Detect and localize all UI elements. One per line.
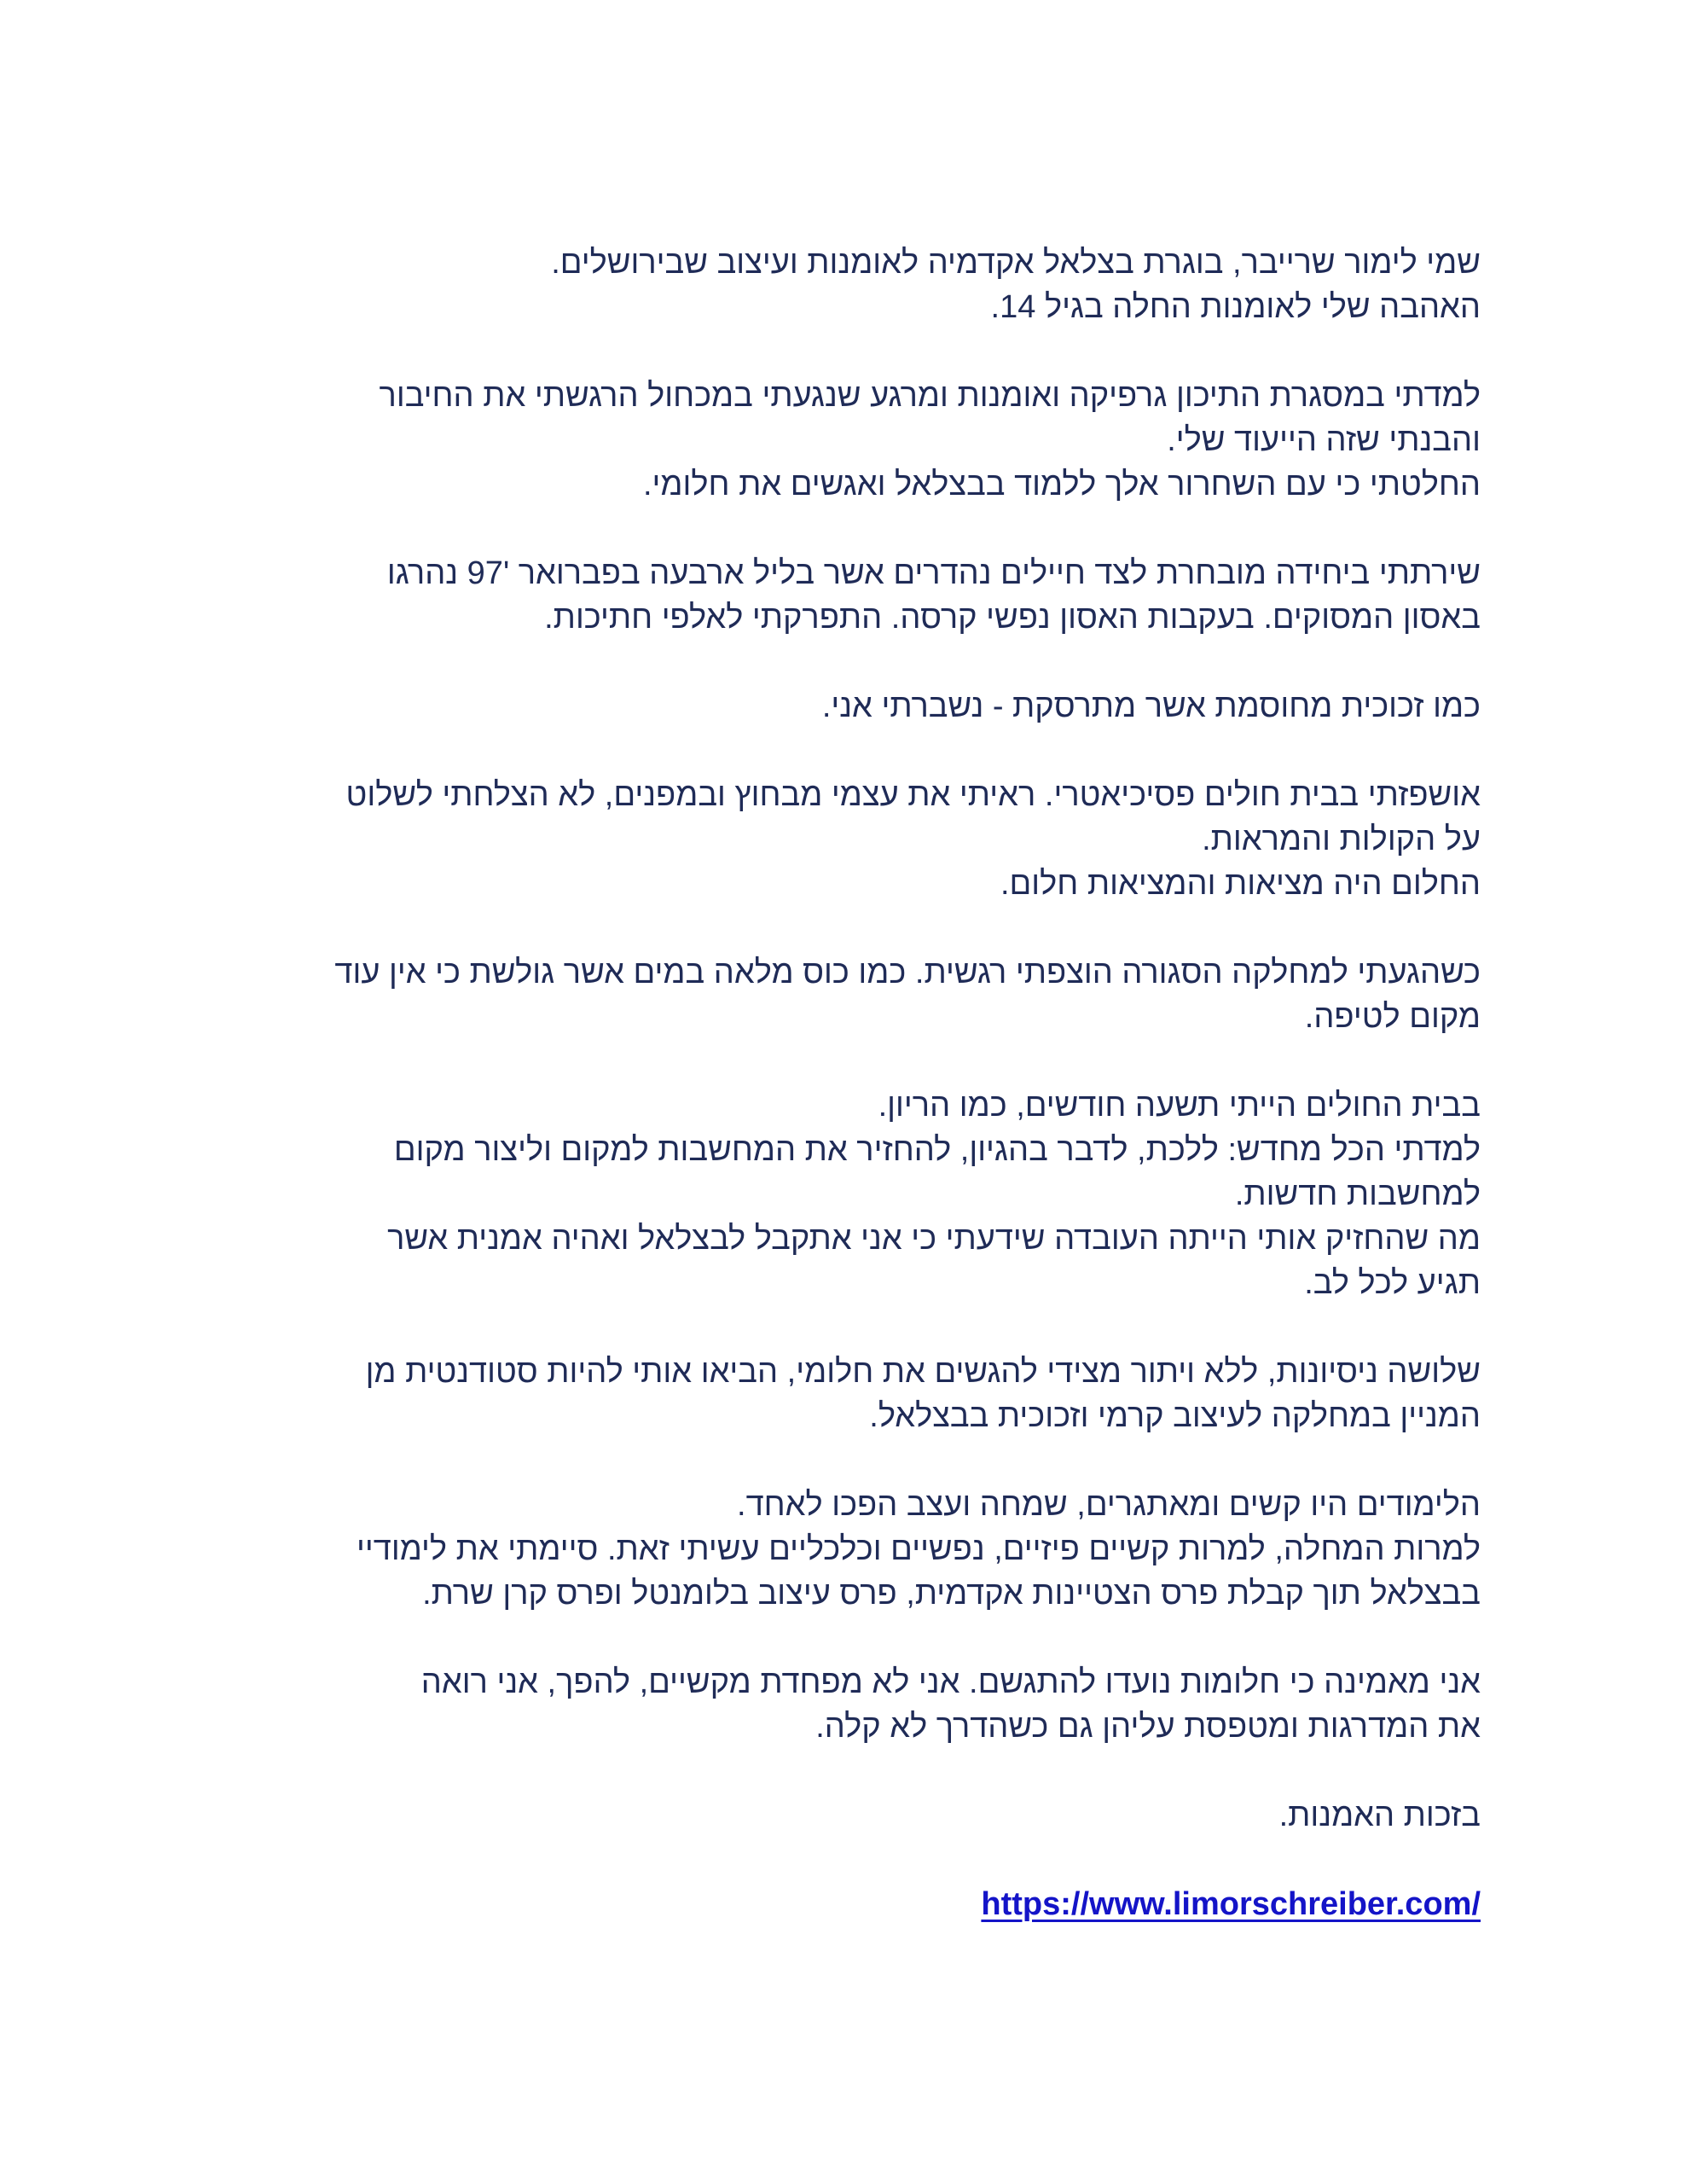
text-line: שלושה ניסיונות, ללא ויתור מצידי להגשים את חלומי, הביאו אותי להיות סטודנטית מן [365, 1354, 1481, 1390]
text-line: החלום היה מציאות והמציאות חלום. [1000, 866, 1481, 902]
text-line: מקום לטיפה. [1304, 999, 1481, 1035]
text-line: הלימודים היו קשים ומאתגרים, שמחה ועצב הפכו לאחד. [737, 1487, 1481, 1523]
text-line: החלטתי כי עם השחרור אלך ללמוד בבצלאל ואגשים את חלומי. [643, 467, 1481, 502]
paragraph-glass [184, 684, 1481, 729]
paragraph-service [184, 551, 1481, 640]
text-line: והבנתי שזה הייעוד שלי. [1167, 422, 1481, 458]
website-link-paragraph [184, 1882, 1481, 1926]
text-line: האהבה שלי לאומנות החלה בגיל 14. [990, 289, 1481, 325]
paragraph-intro [184, 241, 1481, 329]
text-line: על הקולות והמראות. [1202, 822, 1481, 857]
paragraph-hospital [184, 773, 1481, 906]
text-line: למחשבות חדשות. [1234, 1176, 1481, 1212]
text-line: באסון המסוקים. בעקבות האסון נפשי קרסה. התפרקתי לאלפי חתיכות. [544, 600, 1481, 636]
paragraph-graduation [184, 1483, 1481, 1616]
text-line: את המדרגות ומטפסת עליהן גם כשהדרך לא קלה. [815, 1709, 1481, 1745]
paragraph-closing [184, 1793, 1481, 1838]
text-line: כשהגעתי למחלקה הסגורה הוצפתי רגשית. כמו כוס מלאה במים אשר גולשת כי אין עוד [334, 955, 1481, 990]
text-line: תגיע לכל לב. [1304, 1265, 1481, 1301]
text-line: אני מאמינה כי חלומות נועדו להתגשם. אני לא מפחדת מקשיים, להפך, אני רואה [420, 1664, 1481, 1700]
text-line: אושפזתי בבית חולים פסיכיאטרי. ראיתי את עצמי מבחוץ ובמפנים, לא הצלחתי לשלוט [345, 777, 1481, 813]
text-line: בבית החולים הייתי תשעה חודשים, כמו הריון. [878, 1088, 1481, 1124]
text-line: מה שהחזיק אותי הייתה העובדה שידעתי כי אני אתקבל לבצלאל ואהיה אמנית אשר [387, 1221, 1481, 1257]
text-line: למדתי במסגרת התיכון גרפיקה ואומנות ומרגע שנגעתי במכחול הרגשתי את החיבור [379, 378, 1481, 414]
document-body [184, 241, 1481, 1971]
paragraph-recovery [184, 1083, 1481, 1305]
paragraph-attempts [184, 1350, 1481, 1438]
text-line: כמו זכוכית מחוסמת אשר מתרסקת - נשברתי אני. [821, 688, 1481, 724]
text-line: למרות המחלה, למרות קשיים פיזיים, נפשיים וכלכליים עשיתי זאת. סיימתי את לימודיי [357, 1531, 1481, 1567]
text-line: למדתי הכל מחדש: ללכת, לדבר בהגיון, להחזיר את המחשבות למקום וליצור מקום [393, 1132, 1481, 1168]
paragraph-studies [184, 374, 1481, 507]
text-line: בבצלאל תוך קבלת פרס הצטיינות אקדמית, פרס עיצוב בלומנטל ופרס קרן שרת. [422, 1576, 1481, 1612]
text-line: שירתתי ביחידה מובחרת לצד חיילים נהדרים אשר בליל ארבעה בפברואר '97 נהרגו [386, 555, 1481, 591]
text-line: המניין במחלקה לעיצוב קרמי וזכוכית בבצלאל. [869, 1398, 1481, 1434]
website-link[interactable]: https://www.limorschreiber.com/ [981, 1886, 1481, 1922]
text-line: שמי לימור שרייבר, בוגרת בצלאל אקדמיה לאומנות ועיצוב שבירושלים. [551, 245, 1481, 281]
paragraph-belief [184, 1660, 1481, 1749]
paragraph-closed-ward [184, 950, 1481, 1039]
text-line: בזכות האמנות. [1278, 1798, 1481, 1833]
